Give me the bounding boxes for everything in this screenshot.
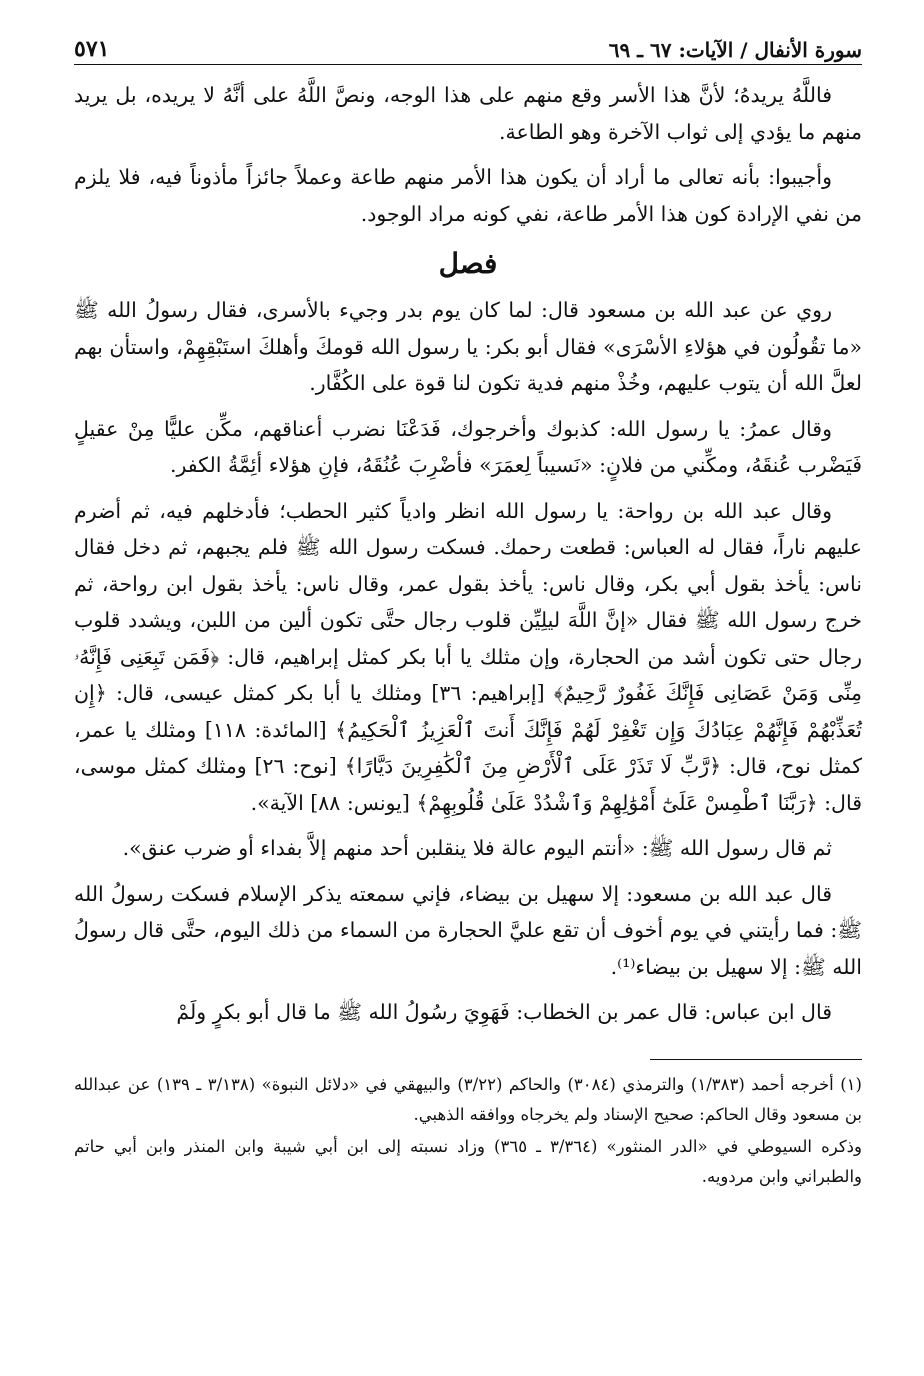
paragraph: روي عن عبد الله بن مسعود قال: لما كان يوم بدر وجيء بالأسرى، فقال رسولُ الله ﷺ «ما تقُولُون في هؤلاءِ الأسْرَى» فقال أبو بكر: يا رسول الله قومكَ وأهلكَ استَبْقِهِمْ، واستأن بهم لعلَّ الله أن يتوب عليهم، وخُذْ منهم فدية تكون لنا قوة على الكُفَّار. (74, 298, 862, 395)
header-surah-title: سورة الأنفال / الآيات: ٦٧ ـ ٦٩ (608, 38, 862, 62)
main-text (74, 77, 862, 1031)
page-number: ٥٧١ (74, 36, 110, 62)
paragraph: وقال عبد الله بن رواحة: يا رسول الله انظر وادياً كثير الحطب؛ فأدخلهم فيه، ثم أضرم عليهم ناراً، فقال له العباس: قطعت رحمك. فسكت رسول الله ﷺ فلم يجبهم، ثم دخل فقال ناس: يأخذ بقول أبي بكر، وقال ناس: يأخذ بقول عمر، وقال ناس: يأخذ بقول ابن رواحة، ثم خرج رسول الله ﷺ فقال «إنَّ اللَّهَ ليلِيِّن قلوب رجال حتَّى تكون ألين من اللبن، ويشدد قلوب رجال حتى تكون أشد من الحجارة، وإن مثلك يا أبا بكر كمثل إبراهيم، قال: ﴿فَمَن تَبِعَنِى فَإِنَّهُۥ مِنِّى وَمَنْ عَصَانِى فَإِنَّكَ غَفُورٌ رَّحِيمٌ﴾ [إبراهيم: ٣٦] ومثلك يا أبا بكر كمثل عيسى، قال: ﴿إِن تُعَذِّبْهُمْ فَإِنَّهُمْ عِبَادُكَ وَإِن تَغْفِرْ لَهُمْ فَإِنَّكَ أَنتَ ٱلْعَزِيزُ ٱلْحَكِيمُ﴾ [المائدة: ١١٨] ومثلك يا عمر، كمثل نوح، قال: ﴿رَّبِّ لَا تَذَرْ عَلَى ٱلْأَرْضِ مِنَ ٱلْكَٰفِرِينَ دَيَّارًا﴾ [نوح: ٢٦] ومثلك كمثل موسى، قال: ﴿رَبَّنَا ٱطْمِسْ عَلَىٰٓ أَمْوَٰلِهِمْ وَٱشْدُدْ عَلَىٰ قُلُوبِهِمْ﴾ [يونس: ٨٨] الآية». (74, 498, 862, 815)
paragraph: وأجيبوا: بأنه تعالى ما أراد أن يكون هذا الأمر منهم طاعة وعملاً جائزاً مأذوناً فيه، فلا يلزم من نفي الإرادة كون هذا الأمر طاعة، نفي كونه مراد الوجود. (74, 165, 862, 226)
footnote-divider (650, 1059, 862, 1060)
footnote: وذكره السيوطي في «الدر المنثور» (٣/٣٦٤ ـ ٣٦٥) وزاد نسبته إلى ابن أبي شيبة وابن المنذر وابن أبي حاتم والطبراني وابن مردويه. (74, 1136, 862, 1186)
paragraph: قال عبد الله بن مسعود: إلا سهيل بن بيضاء، فإني سمعته يذكر الإسلام فسكت رسولُ الله ﷺ: فما رأيتني في يوم أخوف أن تقع عليَّ الحجارة من السماء من ذلك اليوم، حتَّى قال رسولُ الله ﷺ: إلا سهيل بن بيضاء⁽¹⁾. (74, 881, 862, 979)
footnotes (74, 1070, 862, 1192)
paragraph: قال ابن عباس: قال عمر بن الخطاب: فَهَوِيَ رسُولُ الله ﷺ ما قال أبو بكرٍ ولَمْ (176, 1000, 832, 1024)
paragraph: فاللَّهُ يريدهُ؛ لأنَّ هذا الأسر وقع منهم على هذا الوجه، ونصَّ اللَّهُ على أنَّهُ لا يريده، بل يريد منهم ما يؤدي إلى ثواب الآخرة وهو الطاعة. (74, 83, 862, 144)
running-header (74, 30, 862, 65)
footnote: (١) أخرجه أحمد (١/٣٨٣) والترمذي (٣٠٨٤) والحاكم (٣/٢٢) والبيهقي في «دلائل النبوة» (٣/١٣٨ ـ ١٣٩) عن عبدالله بن مسعود وقال الحاكم: صحيح الإسناد ولم يخرجاه ووافقه الذهبي. (74, 1074, 862, 1124)
paragraph: ثم قال رسول الله ﷺ: «أنتم اليوم عالة فلا ينقلبن أحد منهم إلاَّ بفداء أو ضرب عنق». (122, 836, 832, 860)
paragraph: وقال عمرُ: يا رسول الله: كذبوك وأخرجوك، فَدَعْنَا نضرب أعناقهم، مكِّن عليًّا مِنْ عقيلٍ فَيَضْرب عُنقَهُ، ومكِّني من فلانٍ: «نَسيباً لِعمَرَ» فأضْرِبَ عُنُقَهُ، فإنِ هؤلاء أئِمَّةُ الكفر. (74, 416, 862, 477)
section-heading: فصل (438, 247, 498, 280)
